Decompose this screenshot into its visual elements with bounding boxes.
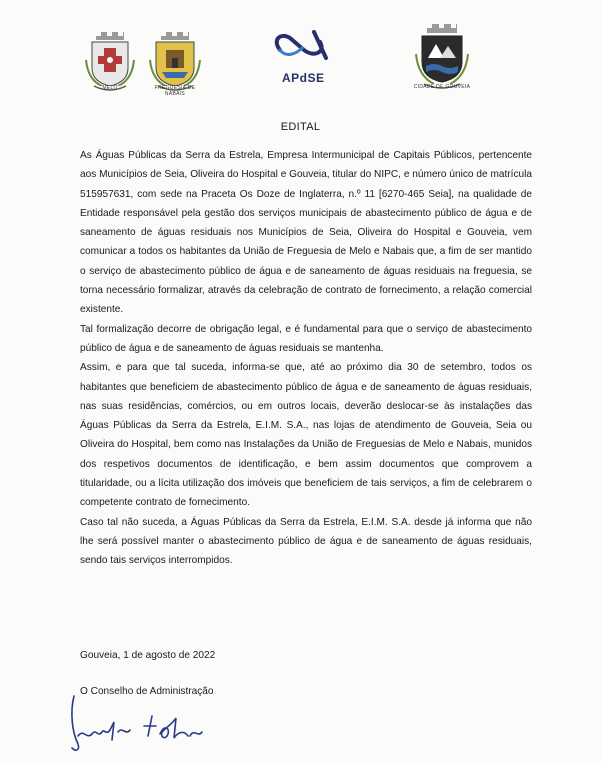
date-line: Gouveia, 1 de agosto de 2022 [80, 650, 216, 661]
document-title: EDITAL [280, 121, 321, 133]
nabais-crest-icon [146, 30, 204, 97]
document-body [80, 146, 532, 571]
paragraph: As Águas Públicas da Serra da Estrela, Empresa Intermunicipal de Capitais Públicos, pertencente aos Municípios de Seia, Oliveira do Hospital e Gouveia, titular do NIPC, e número único de matrícula 515957631, com sede na Praceta Os Doze de Inglaterra, n.º 11 [6270-465 Seia], na qualidade de Entidade responsável pela gestão dos serviços municipais de abastecimento público de água e de saneamento de águas residuais nos Municípios de Seia, Oliveira do Hospital e Gouveia, vem comunicar a todos os habitantes da União de Freguesia de Melo e Nabais que, a fim de ser mantido o serviço de abastecimento público de água e de saneamento de águas residuais na freguesia, se torna necessário formalizar, através da celebração de contrato de fornecimento, a relação comercial existente. [80, 150, 532, 316]
signatory-line: O Conselho de Administração [80, 686, 214, 697]
melo-crest-icon [82, 30, 138, 94]
paragraph: Assim, e para que tal suceda, informa-se que, até ao próximo dia 30 de setembro, todos os habitantes que beneficiem de abastecimento público de água e de saneamento de águas residuais, nas suas residências, comércios, ou em outros locais, deverão deslocar-se às instalações das Águas Públicas da Serra da Estrela, E.I.M. S.A., nas lojas de atendimento de Gouveia, Seia ou Oliveira do Hospital, bem como nas Instalações da União de Freguesias de Melo e Nabais, munidos dos respetivos documentos de identificação, e bem assim documentos que comprovem a titularidade, ou a lícita utilização dos imóveis que beneficiem de tais serviços, a fim de celebrarem o competente contrato de fornecimento. [80, 362, 532, 509]
apdse-logo-icon [270, 28, 334, 68]
nabais-crest-label: FREGUESIA DE NABAIS [154, 85, 196, 97]
melo-crest-label: MELO [102, 85, 118, 91]
gouveia-crest-icon [412, 22, 472, 92]
handwritten-signature-icon [56, 692, 216, 761]
gouveia-crest-label: CIDADE DE GOUVEIA [413, 84, 471, 90]
apdse-logo-text: APdSE [282, 71, 325, 85]
paragraph: Tal formalização decorre de obrigação legal, e é fundamental para que o serviço de abastecimento público de água e de saneamento de águas residuais se mantenha. [80, 323, 532, 354]
paragraph: Caso tal não suceda, a Águas Públicas da Serra da Estrela, E.I.M. S.A. desde já informa que não lhe será possível manter o abastecimento público de água e de saneamento de águas residuais, sendo tais serviços interrompidos. [80, 516, 532, 567]
